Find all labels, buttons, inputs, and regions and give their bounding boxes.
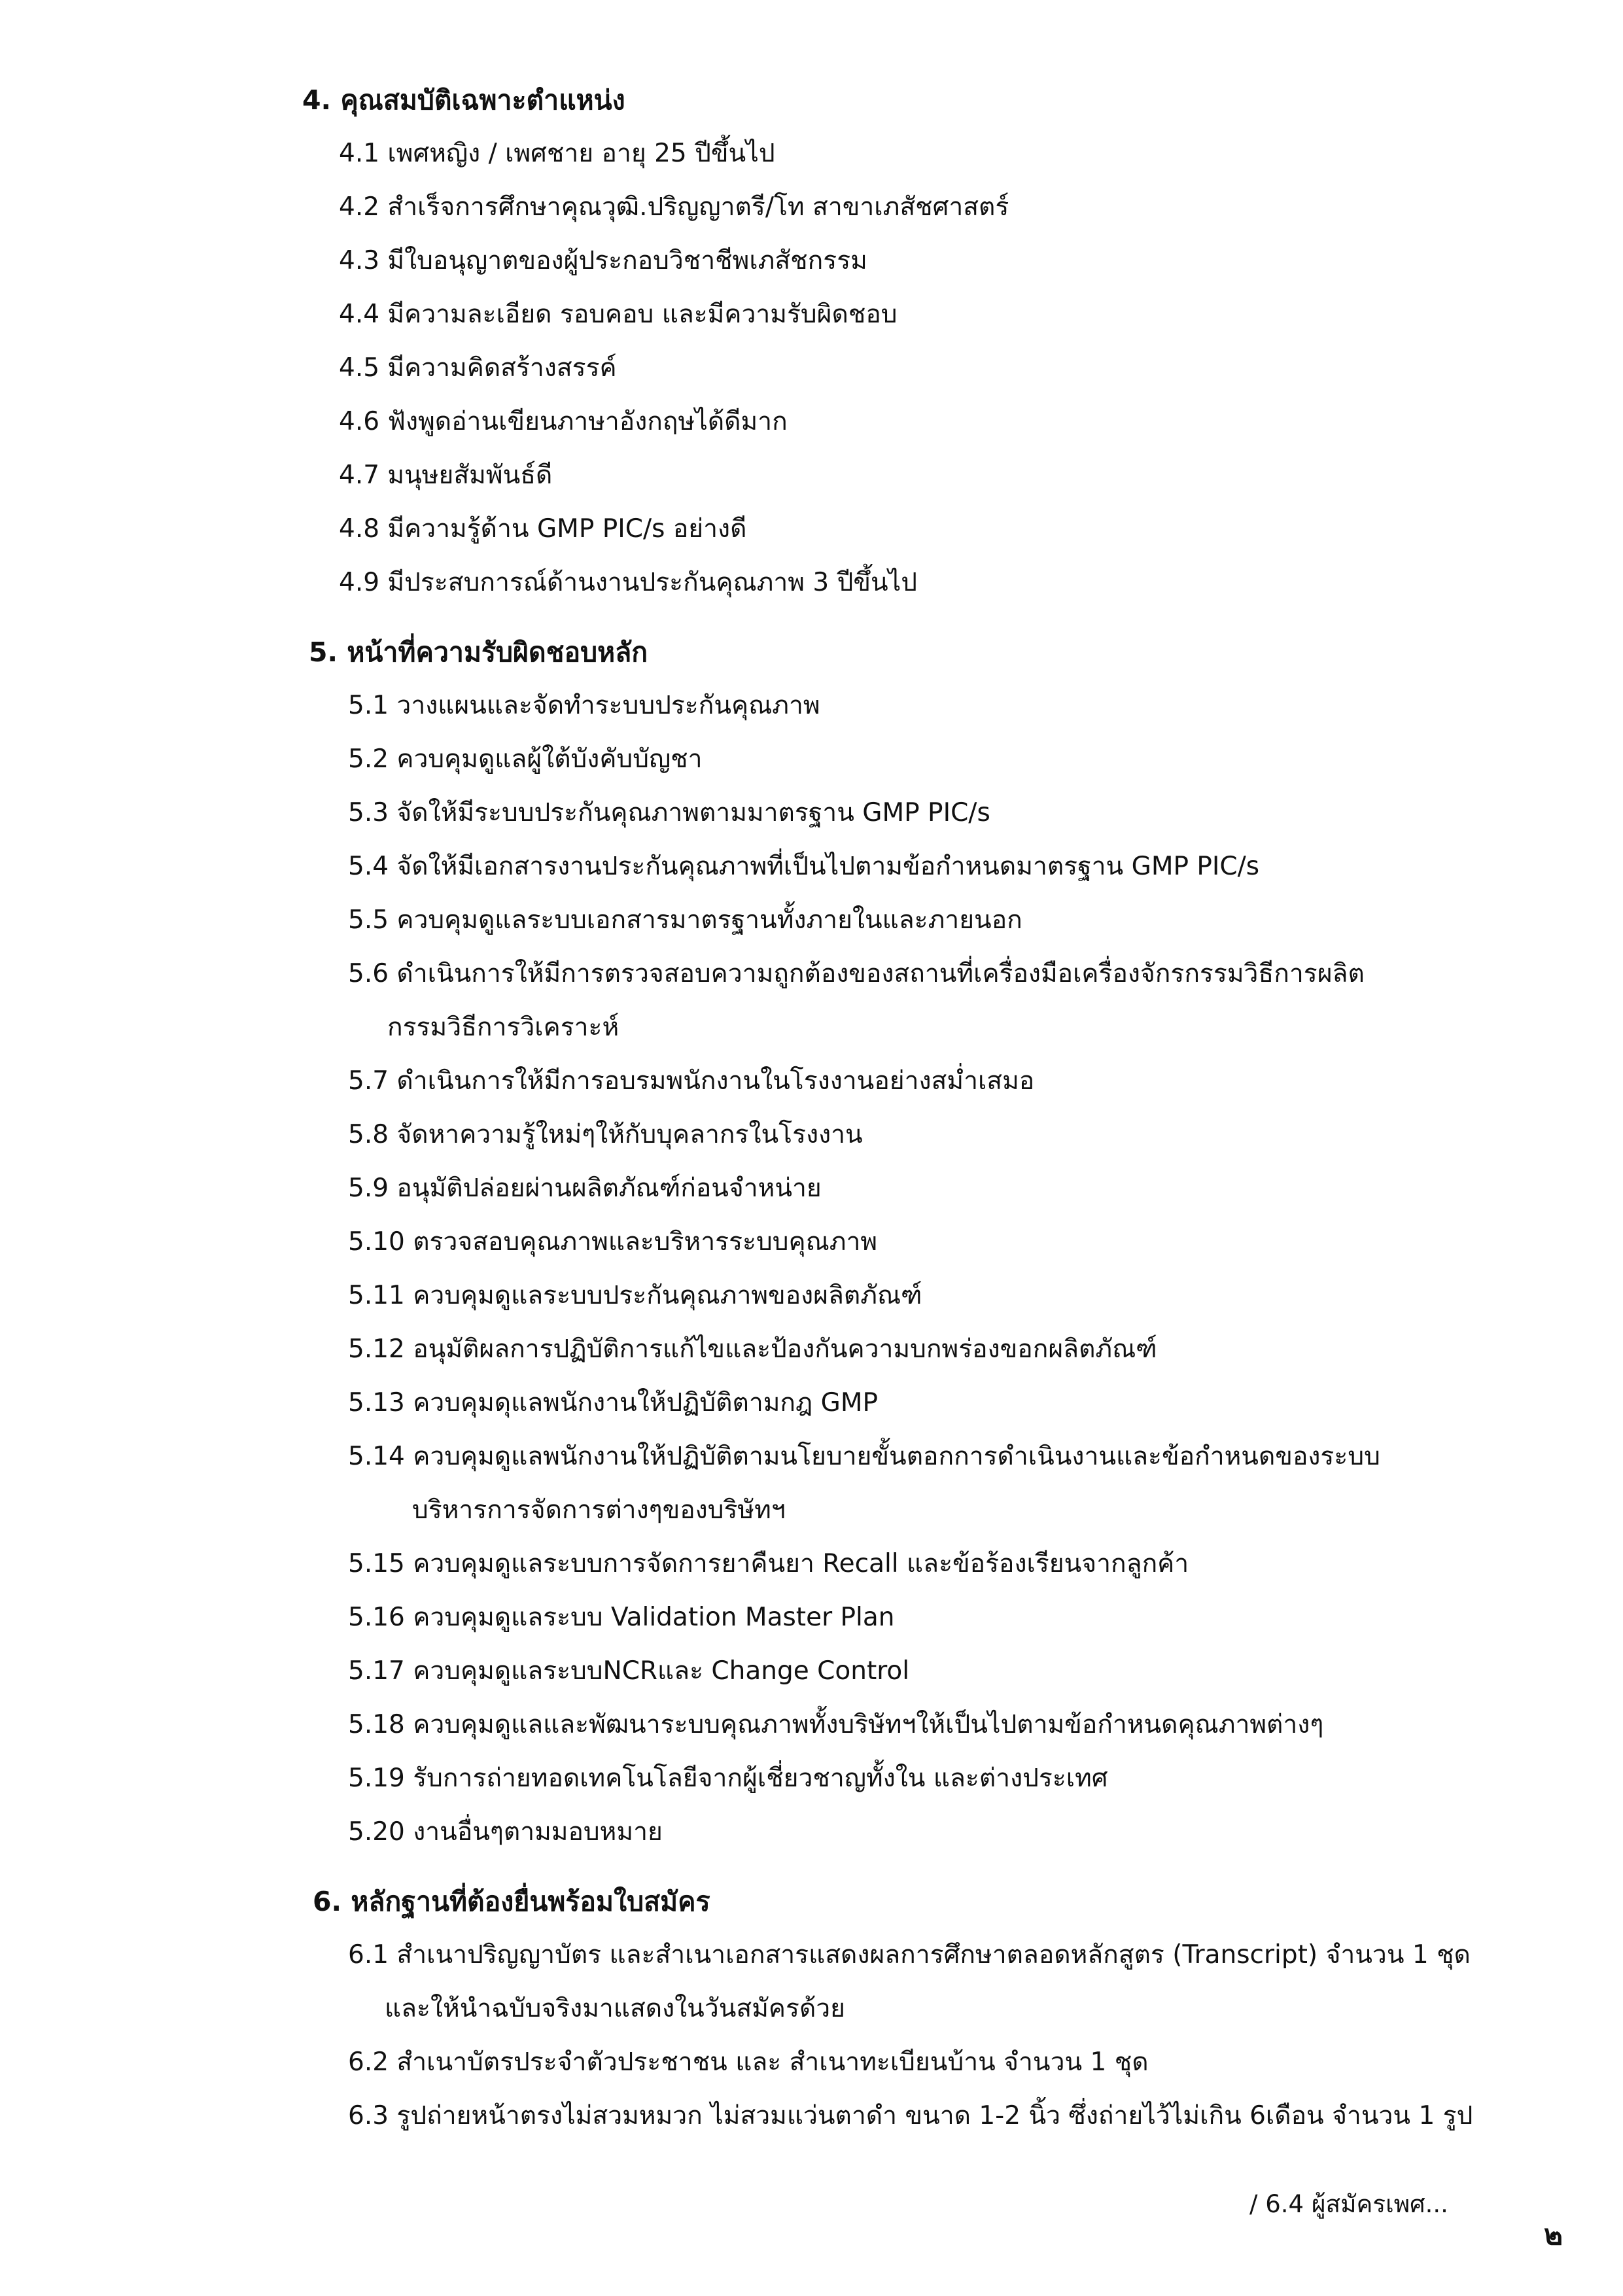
section-5-item: 5.20 งานอื่นๆตามมอบหมาย — [348, 1817, 663, 1847]
page-number: ๒ — [1544, 2218, 1563, 2252]
section-4-item: 4.7 มนุษยสัมพันธ์ดี — [339, 461, 553, 490]
section-6-item-continuation: และให้นำฉบับจริงมาแสดงในวันสมัครด้วย — [385, 1994, 846, 2023]
section-5-item: 5.3 จัดให้มีระบบประกันคุณภาพตามมาตรฐาน GMP PIC/s — [348, 798, 990, 827]
section-5-item: 5.18 ควบคุมดูแลและพัฒนาระบบคุณภาพทั้งบริษัทฯให้เป็นไปตามข้อกำหนดคุณภาพต่างๆ — [348, 1710, 1324, 1739]
section-4-item: 4.1 เพศหญิง / เพศชาย อายุ 25 ปีขึ้นไป — [339, 139, 775, 168]
continued-marker: / 6.4 ผู้สมัครเพศ... — [1249, 2190, 1448, 2218]
section-5-item: 5.15 ควบคุมดูแลระบบการจัดการยาคืนยา Recall และข้อร้องเรียนจากลูกค้า — [348, 1549, 1189, 1578]
section-5-item: 5.11 ควบคุมดูแลระบบประกันคุณภาพของผลิตภัณฑ์ — [348, 1281, 922, 1310]
section-6-item: 6.1 สำเนาปริญญาบัตร และสำเนาเอกสารแสดงผลการศึกษาตลอดหลักสูตร (Transcript) จำนวน 1 ชุด — [348, 1940, 1471, 1970]
section-5-item: 5.6 ดำเนินการให้มีการตรวจสอบความถูกต้องของสถานที่เครื่องมือเครื่องจักรกรรมวิธีการผลิต — [348, 959, 1365, 988]
section-5-heading: 5. หน้าที่ความรับผิดชอบหลัก — [309, 636, 648, 668]
section-5-item: 5.7 ดำเนินการให้มีการอบรมพนักงานในโรงงานอย่างสม่ำเสมอ — [348, 1066, 1035, 1096]
section-5-item: 5.13 ควบคุมดุแลพนักงานให้ปฏิบัติตามกฎ GMP — [348, 1388, 879, 1418]
section-5-item: 5.14 ควบคุมดูแลพนักงานให้ปฏิบัติตามนโยบายขั้นตอกการดำเนินงานและข้อกำหนดของระบบ — [348, 1442, 1380, 1471]
section-4-item: 4.9 มีประสบการณ์ด้านงานประกันคุณภาพ 3 ปีขึ้นไป — [339, 568, 918, 597]
section-4-item: 4.8 มีความรู้ด้าน GMP PIC/s อย่างดี — [339, 514, 747, 544]
section-5-item: 5.2 ควบคุมดูแลผู้ใต้บังคับบัญชา — [348, 744, 703, 774]
section-6-heading: 6. หลักฐานที่ต้องยื่นพร้อมใบสมัคร — [313, 1886, 710, 1917]
section-6-item: 6.2 สำเนาบัตรประจำตัวประชาชน และ สำเนาทะเบียนบ้าน จำนวน 1 ชุด — [348, 2047, 1149, 2077]
section-5-item: 5.10 ตรวจสอบคุณภาพและบริหารระบบคุณภาพ — [348, 1227, 878, 1257]
section-5-item: 5.8 จัดหาความรู้ใหม่ๆให้กับบุคลากรในโรงงาน — [348, 1120, 863, 1149]
section-4-item: 4.5 มีความคิดสร้างสรรค์ — [339, 353, 617, 383]
section-4-item: 4.6 ฟังพูดอ่านเขียนภาษาอังกฤษได้ดีมาก — [339, 407, 788, 436]
section-5-item: 5.1 วางแผนและจัดทำระบบประกันคุณภาพ — [348, 691, 820, 720]
section-5-item: 5.16 ควบคุมดูแลระบบ Validation Master Plan — [348, 1603, 895, 1632]
section-4-heading: 4. คุณสมบัติเฉพาะตำแหน่ง — [302, 84, 625, 116]
section-5-item-continuation: กรรมวิธีการวิเคราะห์ — [387, 1013, 620, 1042]
section-5-item: 5.4 จัดให้มีเอกสารงานประกันคุณภาพที่เป็นไปตามข้อกำหนดมาตรฐาน GMP PIC/s — [348, 852, 1260, 881]
section-5-item: 5.12 อนุมัติผลการปฏิบัติการแก้ไขและป้องกันความบกพร่องขอกผลิตภัณฑ์ — [348, 1334, 1157, 1364]
section-5-item: 5.17 ควบคุมดูแลระบบNCRและ Change Control — [348, 1656, 910, 1686]
section-4-item: 4.4 มีความละเอียด รอบคอบ และมีความรับผิดชอบ — [339, 300, 898, 329]
section-6-item: 6.3 รูปถ่ายหน้าตรงไม่สวมหมวก ไม่สวมแว่นตาดำ ขนาด 1-2 นิ้ว ซึ่งถ่ายไว้ไม่เกิน 6เดือน จำนวน 1 รูป — [348, 2101, 1473, 2131]
section-5-item: 5.19 รับการถ่ายทอดเทคโนโลยีจากผู้เชี่ยวชาญทั้งใน และต่างประเทศ — [348, 1764, 1108, 1793]
section-5-item-continuation: บริหารการจัดการต่างๆของบริษัทฯ — [412, 1495, 786, 1525]
section-4-item: 4.2 สำเร็จการศึกษาคุณวุฒิ.ปริญญาตรี/โท สาขาเภสัชศาสตร์ — [339, 192, 1009, 222]
section-5-item: 5.9 อนุมัติปล่อยผ่านผลิตภัณฑ์ก่อนจำหน่าย — [348, 1174, 822, 1203]
section-4-item: 4.3 มีใบอนุญาตของผู้ประกอบวิชาชีพเภสัชกรรม — [339, 246, 867, 275]
section-5-item: 5.5 ควบคุมดูแลระบบเอกสารมาตรฐานทั้งภายในและภายนอก — [348, 905, 1022, 935]
